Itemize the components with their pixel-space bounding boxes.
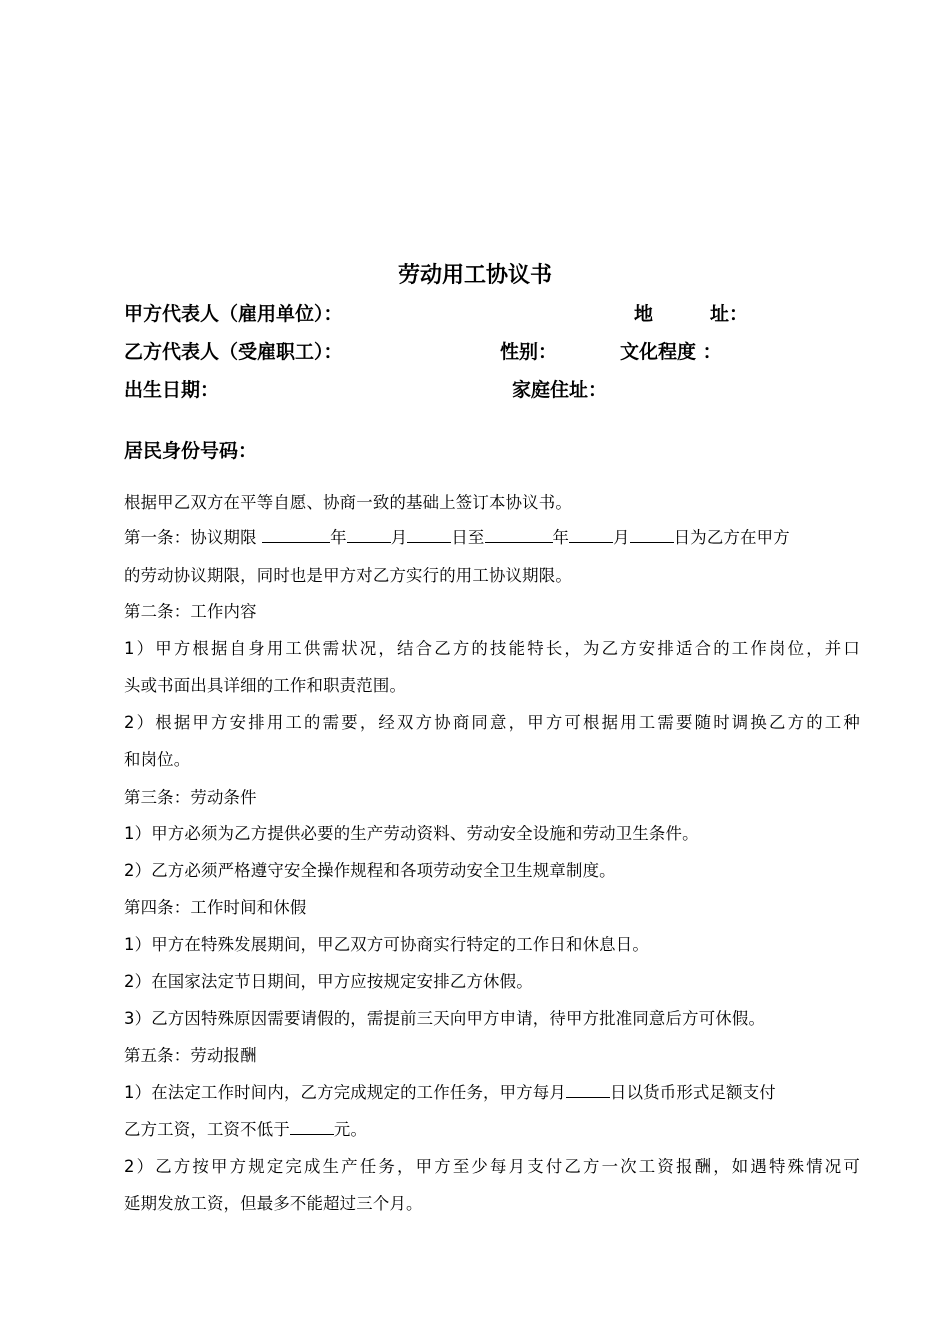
article-5-item-1-prefix: 1）在法定工作时间内，乙方完成规定的工作任务，甲方每月 <box>124 1083 566 1102</box>
end-month-blank <box>569 528 613 543</box>
article-4-item-3: 3）乙方因特殊原因需要请假的，需提前三天向甲方申请，待甲方批准同意后方可休假。 <box>124 1009 766 1028</box>
address-label-part2: 址： <box>710 303 749 325</box>
education-label: 文化程度 ： <box>620 341 722 363</box>
article-4-title: 第四条：工作时间和休假 <box>124 898 307 917</box>
home-address-label: 家庭住址： <box>512 379 608 401</box>
birth-date-label: 出生日期： <box>124 379 220 401</box>
article-1-line-2: 的劳动协议期限，同时也是甲方对乙方实行的用工协议期限。 <box>124 566 572 585</box>
day-to-label: 日至 <box>451 528 485 547</box>
article-5-item-1-line-1 <box>124 1079 860 1103</box>
end-year-blank <box>485 528 553 543</box>
min-wage-blank <box>290 1120 334 1135</box>
article-5-item-1-line-2-prefix: 乙方工资，工资不低于 <box>124 1120 290 1139</box>
article-2-title: 第二条：工作内容 <box>124 602 257 621</box>
article-2-item-1-line-2: 头或书面出具详细的工作和职责范围。 <box>124 676 407 695</box>
party-b-label: 乙方代表人（受雇职工）： <box>124 341 343 363</box>
address-label-part1: 地 <box>634 303 654 325</box>
month-label-2: 月 <box>613 528 630 547</box>
month-label: 月 <box>390 528 408 547</box>
article-5-item-2-line-1: 2）乙方按甲方规定完成生产任务，甲方至少每月支付乙方一次工资报酬，如遇特殊情况可 <box>124 1157 860 1176</box>
document-title: 劳动用工协议书 <box>397 263 552 288</box>
article-5-item-1-line-2-suffix: 元。 <box>333 1120 368 1139</box>
article-4-item-2: 2）在国家法定节日期间，甲方应按规定安排乙方休假。 <box>124 972 533 991</box>
article-3-title: 第三条：劳动条件 <box>124 788 257 807</box>
id-number-label: 居民身份号码： <box>124 440 258 462</box>
article-2-item-2-line-2: 和岗位。 <box>124 750 191 769</box>
start-year-blank <box>262 528 330 543</box>
article-5-item-2-line-2: 延期发放工资，但最多不能超过三个月。 <box>124 1194 423 1213</box>
article-2-item-1-line-1: 1）甲方根据自身用工供需状况，结合乙方的技能特长，为乙方安排适合的工作岗位，并口 <box>124 639 860 658</box>
pay-day-blank <box>566 1083 610 1098</box>
article-1-prefix: 第一条：协议期限 <box>124 528 263 547</box>
year-label: 年 <box>330 528 347 547</box>
article-5-item-1-suffix: 日以货币形式足额支付 <box>609 1083 776 1102</box>
gender-label: 性别： <box>500 341 558 363</box>
article-4-item-1: 1）甲方在特殊发展期间，甲乙双方可协商实行特定的工作日和休息日。 <box>124 935 649 954</box>
party-a-label: 甲方代表人（雇用单位）： <box>124 303 343 325</box>
end-day-blank <box>630 528 674 543</box>
article-3-item-2: 2）乙方必须严格遵守安全操作规程和各项劳动安全卫生规章制度。 <box>124 861 616 880</box>
article-3-item-1: 1）甲方必须为乙方提供必要的生产劳动资料、劳动安全设施和劳动卫生条件。 <box>124 824 699 843</box>
year-label-2: 年 <box>552 528 570 547</box>
article-5-title: 第五条：劳动报酬 <box>124 1046 257 1065</box>
article-1-tail: 日为乙方在甲方 <box>673 528 790 547</box>
start-day-blank <box>407 528 451 543</box>
article-5-item-1-line-2 <box>124 1116 860 1140</box>
article-1-line-1 <box>124 524 860 548</box>
article-2-item-2-line-1: 2）根据甲方安排用工的需要，经双方协商同意，甲方可根据用工需要随时调换乙方的工种 <box>124 713 860 732</box>
intro-paragraph: 根据甲乙双方在平等自愿、协商一致的基础上签订本协议书。 <box>124 493 572 512</box>
start-month-blank <box>347 528 391 543</box>
